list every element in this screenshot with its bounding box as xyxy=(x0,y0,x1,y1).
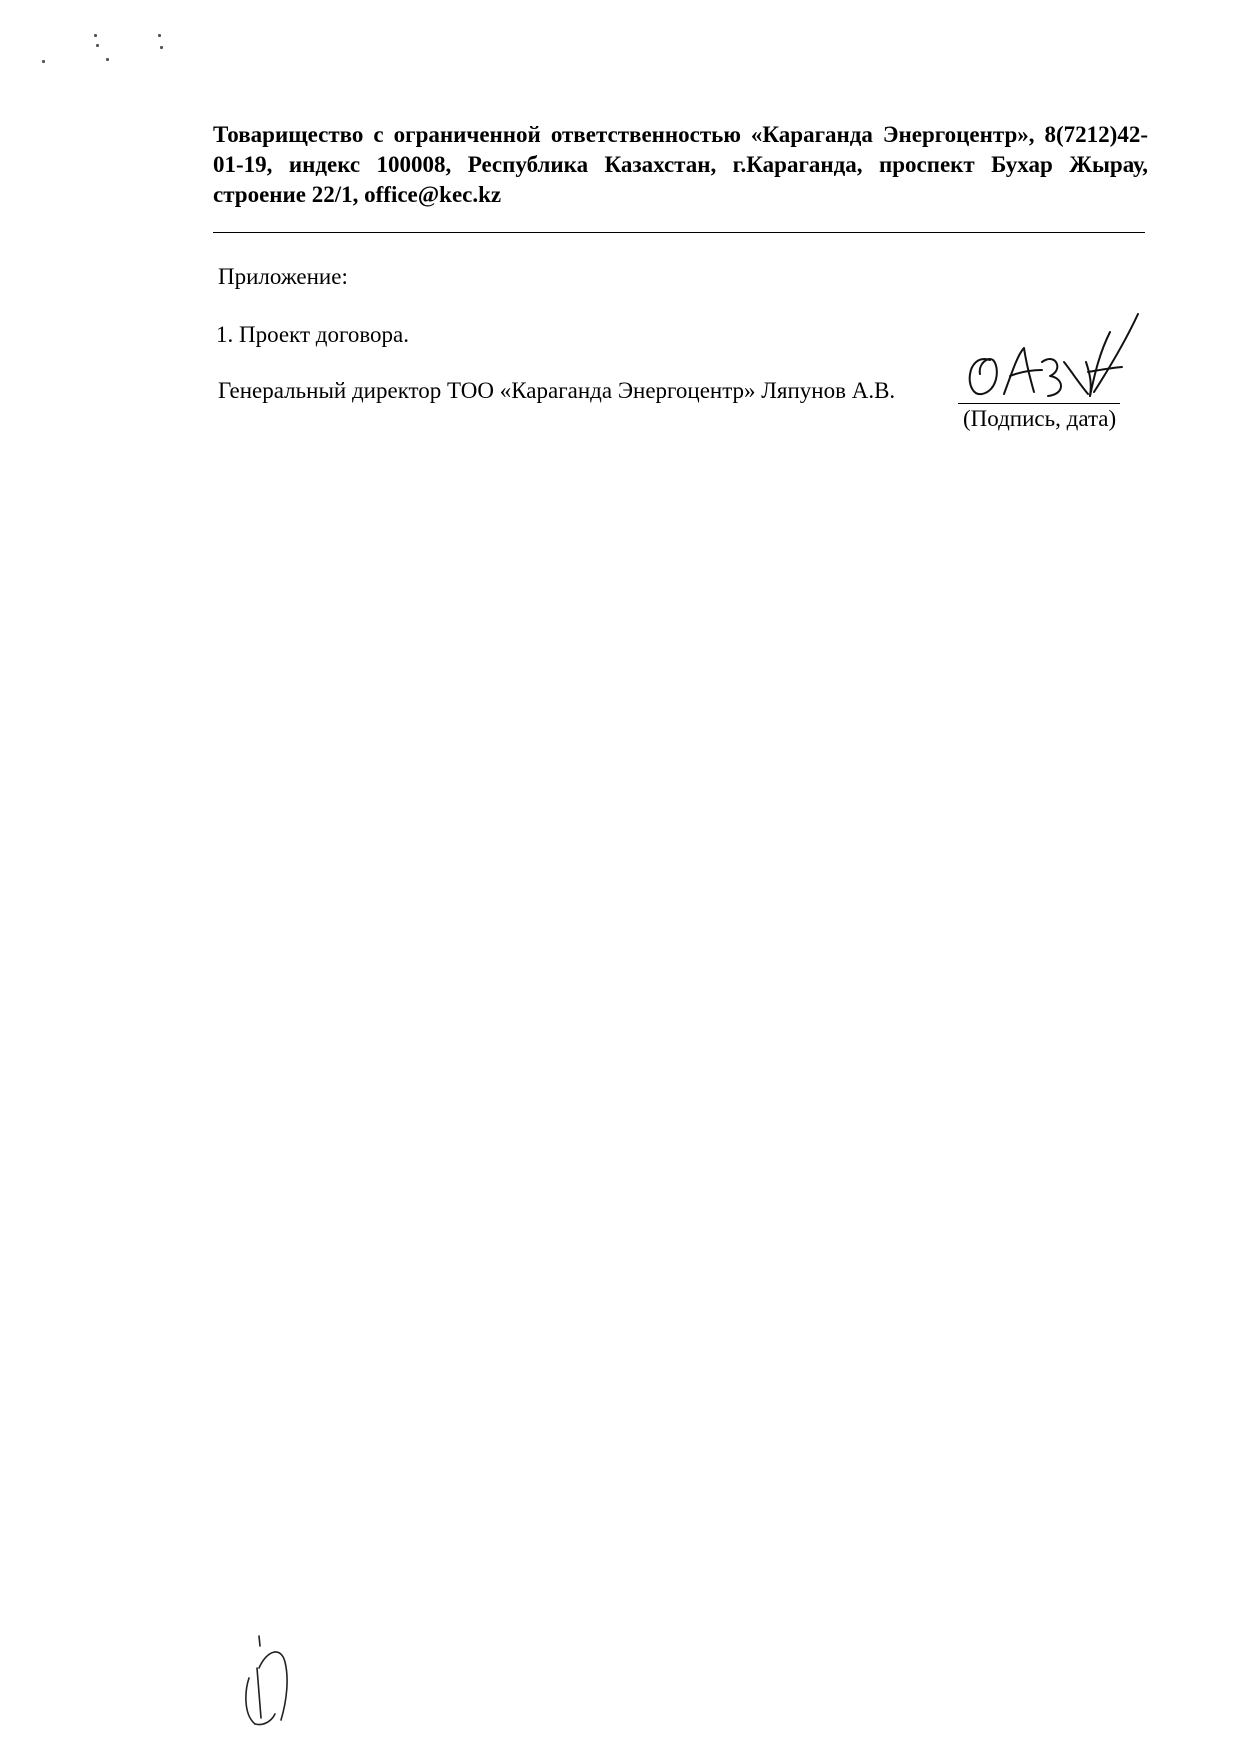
attachment-label: Приложение: xyxy=(218,264,348,289)
attachment-item: 1. Проект договора. xyxy=(216,322,409,347)
handwritten-corner-mark xyxy=(235,1628,305,1738)
scan-speck xyxy=(96,44,99,47)
handwritten-signature xyxy=(960,312,1150,407)
director-signature-line: Генеральный директор ТОО «Караганда Энергоцентр» Ляпунов А.В. xyxy=(218,378,896,403)
company-header: Товарищество с ограниченной ответственностью «Караганда Энергоцентр», 8(7212)42-01-19, индекс 100008, Республика Казахстан, г.Караганда, проспект Бухар Жырау, строение 22/1, office@kec.kz xyxy=(213,122,1148,207)
signature-line xyxy=(958,403,1120,404)
header-divider xyxy=(213,232,1145,233)
scan-speck xyxy=(42,60,45,63)
signature-caption: (Подпись, дата) xyxy=(963,406,1117,431)
scan-speck xyxy=(94,34,97,37)
scan-speck xyxy=(106,58,109,61)
scan-speck xyxy=(158,34,161,37)
scan-speck xyxy=(160,46,163,49)
